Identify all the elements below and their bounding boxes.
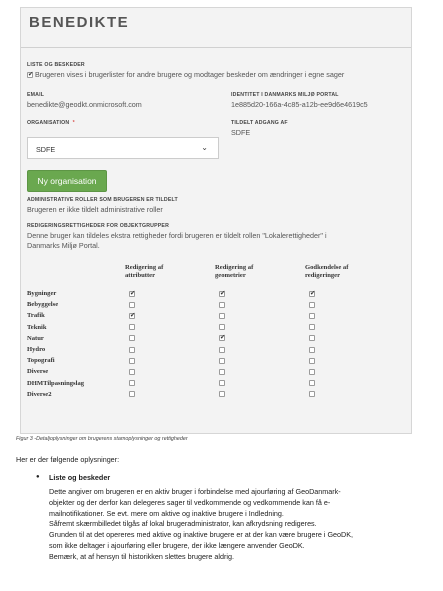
rights-cell bbox=[305, 344, 395, 355]
lists-checkbox-text: Brugeren vises i brugerlister for andre brugere og modtager beskeder om ændringer i egne sager bbox=[35, 70, 345, 79]
rights-cell bbox=[305, 378, 395, 389]
bullet-line: objekter og der derfor kan delegeres sager til vedkommende og vedkommende kan få e- bbox=[49, 497, 331, 507]
rights-cell bbox=[215, 366, 305, 377]
rights-cell bbox=[125, 389, 215, 400]
rights-checkbox[interactable] bbox=[309, 380, 315, 386]
rights-checkbox[interactable] bbox=[219, 347, 225, 353]
admin-roles-text: Brugeren er ikke tildelt administrative roller bbox=[27, 205, 163, 214]
lists-checkbox[interactable] bbox=[27, 72, 33, 78]
rights-row bbox=[27, 344, 395, 355]
rights-label: REDIGERINGSRETTIGHEDER FOR OBJEKTGRUPPER bbox=[27, 223, 170, 229]
rights-checkbox[interactable] bbox=[309, 347, 315, 353]
rights-cell bbox=[125, 288, 215, 299]
rights-checkbox[interactable] bbox=[309, 369, 315, 375]
rights-cell bbox=[215, 333, 305, 344]
email-label: EMAIL bbox=[27, 92, 45, 98]
rights-cell bbox=[305, 389, 395, 400]
rights-row-name: Trafik bbox=[27, 312, 45, 320]
rights-table bbox=[27, 264, 395, 400]
rights-cell bbox=[125, 299, 215, 310]
rights-checkbox[interactable] bbox=[129, 335, 135, 341]
user-detail-panel bbox=[20, 7, 412, 434]
rights-row bbox=[27, 355, 395, 366]
rights-cell bbox=[215, 288, 305, 299]
rights-cell bbox=[125, 310, 215, 321]
rights-cell bbox=[305, 333, 395, 344]
rights-cell bbox=[215, 344, 305, 355]
rights-row-name: Topografi bbox=[27, 357, 55, 365]
rights-checkbox[interactable] bbox=[309, 324, 315, 330]
rights-cell bbox=[215, 378, 305, 389]
rights-checkbox[interactable] bbox=[309, 391, 315, 397]
rights-checkbox[interactable] bbox=[219, 313, 225, 319]
intro-text: Her er der følgende oplysninger: bbox=[16, 455, 120, 464]
bullet-line: Bemærk, at af hensyn til historikken slettes brugere aldrig. bbox=[49, 551, 234, 561]
rights-row-name: Natur bbox=[27, 334, 44, 342]
access-value: SDFE bbox=[231, 128, 251, 137]
email-value: benedikte@geodkt.onmicrosoft.com bbox=[27, 100, 142, 109]
new-organisation-button[interactable]: Ny organisation bbox=[27, 170, 107, 192]
rights-cell bbox=[215, 389, 305, 400]
rights-checkbox[interactable] bbox=[309, 358, 315, 364]
rights-cell bbox=[125, 333, 215, 344]
rights-checkbox[interactable] bbox=[129, 391, 135, 397]
lists-label: LISTE OG BESKEDER bbox=[27, 62, 85, 68]
rights-checkbox[interactable] bbox=[219, 369, 225, 375]
rights-checkbox[interactable] bbox=[219, 335, 225, 341]
rights-row bbox=[27, 389, 395, 400]
rights-cell bbox=[215, 322, 305, 333]
rights-row-name: Teknik bbox=[27, 323, 47, 331]
identity-value: 1e885d20-166a-4c85-a12b-ee9d6e4619c5 bbox=[231, 100, 368, 109]
rights-cell bbox=[215, 299, 305, 310]
rights-checkbox[interactable] bbox=[129, 347, 135, 353]
required-marker: * bbox=[72, 120, 75, 126]
rights-checkbox[interactable] bbox=[129, 302, 135, 308]
bullet-icon: ● bbox=[36, 474, 40, 480]
rights-cell bbox=[215, 355, 305, 366]
rights-row bbox=[27, 310, 395, 321]
rights-cell bbox=[125, 378, 215, 389]
bullet-paragraph bbox=[49, 487, 429, 563]
bullet-line: Grunden til at det opereres med aktive og inaktive brugere er at der kan være brugere i GeoDK, bbox=[49, 530, 354, 540]
lists-row bbox=[27, 70, 344, 79]
rights-cell bbox=[305, 355, 395, 366]
rights-row-name: DHMTilpasningslag bbox=[27, 379, 85, 387]
rights-cell bbox=[305, 322, 395, 333]
title-divider bbox=[21, 47, 411, 48]
rights-row-name: Bebyggelse bbox=[27, 301, 59, 309]
rights-row-name: Bygninger bbox=[27, 290, 57, 298]
rights-cell bbox=[215, 310, 305, 321]
identity-label: IDENTITET I DANMARKS MILJØ PORTAL bbox=[231, 92, 339, 98]
bullet-line: mailnotifikationer. Se evt. mere om aktive og inaktive brugere i Indledning. bbox=[49, 508, 284, 518]
header-geometries: Redigering af geometrier bbox=[215, 264, 254, 279]
bullet-line: som ikke deltager i ajourføring eller brugere, der ikke længere anvender GeoDK. bbox=[49, 540, 305, 550]
access-label: TILDELT ADGANG AF bbox=[231, 120, 288, 126]
rights-row bbox=[27, 299, 395, 310]
rights-cell bbox=[125, 355, 215, 366]
organisation-label: ORGANISATION * bbox=[27, 120, 75, 126]
rights-cell bbox=[305, 288, 395, 299]
rights-checkbox[interactable] bbox=[309, 302, 315, 308]
bullet-line: Såfremt skærmbilledet tilgås af lokal brugeradministrator, kan afkrydsning redigeres. bbox=[49, 519, 317, 529]
rights-checkbox[interactable] bbox=[129, 358, 135, 364]
header-approval: Godkendelse af redigeringer bbox=[305, 264, 349, 279]
bullet-title: Liste og beskeder bbox=[49, 473, 111, 482]
admin-roles-label: ADMINISTRATIVE ROLLER SOM BRUGEREN ER TILDELT bbox=[27, 197, 178, 203]
rights-checkbox[interactable] bbox=[129, 369, 135, 375]
rights-checkbox[interactable] bbox=[219, 291, 225, 297]
rights-row bbox=[27, 366, 395, 377]
organisation-select-value: SDFE bbox=[36, 145, 56, 154]
rights-checkbox[interactable] bbox=[309, 313, 315, 319]
header-attributes: Redigering af attributter bbox=[125, 264, 164, 279]
organisation-select[interactable] bbox=[27, 137, 219, 159]
rights-checkbox[interactable] bbox=[219, 380, 225, 386]
rights-checkbox[interactable] bbox=[309, 291, 315, 297]
rights-cell bbox=[305, 366, 395, 377]
rights-checkbox[interactable] bbox=[219, 358, 225, 364]
rights-text-line1: Denne bruger kan tildeles ekstra rettigheder fordi brugeren er tildelt rollen "Lokalerettigheder" i bbox=[27, 231, 327, 240]
rights-checkbox[interactable] bbox=[129, 324, 135, 330]
chevron-down-icon: ⌄ bbox=[201, 143, 208, 152]
rights-checkbox[interactable] bbox=[129, 313, 135, 319]
figure-caption: Figur 3 -Detaljoplysninger om brugerens stamoplysninger og rettigheder bbox=[16, 436, 188, 442]
rights-row bbox=[27, 322, 395, 333]
bullet-line: Dette angiver om brugeren er en aktiv bruger i forbindelse med ajourføring af GeoDanmark- bbox=[49, 487, 341, 496]
user-name-title: BENEDIKTE bbox=[29, 14, 130, 31]
rights-checkbox[interactable] bbox=[219, 391, 225, 397]
rights-checkbox[interactable] bbox=[219, 302, 225, 308]
rights-row bbox=[27, 378, 395, 389]
rights-row-name: Diverse bbox=[27, 368, 49, 376]
rights-cell bbox=[125, 366, 215, 377]
rights-table-corner bbox=[27, 264, 125, 288]
rights-text-line2: Danmarks Miljø Portal. bbox=[27, 241, 100, 250]
rights-checkbox[interactable] bbox=[219, 324, 225, 330]
rights-cell bbox=[125, 344, 215, 355]
rights-row bbox=[27, 333, 395, 344]
rights-row-name: Hydro bbox=[27, 346, 46, 354]
rights-checkbox[interactable] bbox=[129, 380, 135, 386]
rights-cell bbox=[125, 322, 215, 333]
rights-checkbox[interactable] bbox=[129, 291, 135, 297]
rights-checkbox[interactable] bbox=[309, 335, 315, 341]
rights-cell bbox=[305, 299, 395, 310]
rights-cell bbox=[305, 310, 395, 321]
rights-row-name: Diverse2 bbox=[27, 390, 52, 398]
rights-row bbox=[27, 288, 395, 299]
